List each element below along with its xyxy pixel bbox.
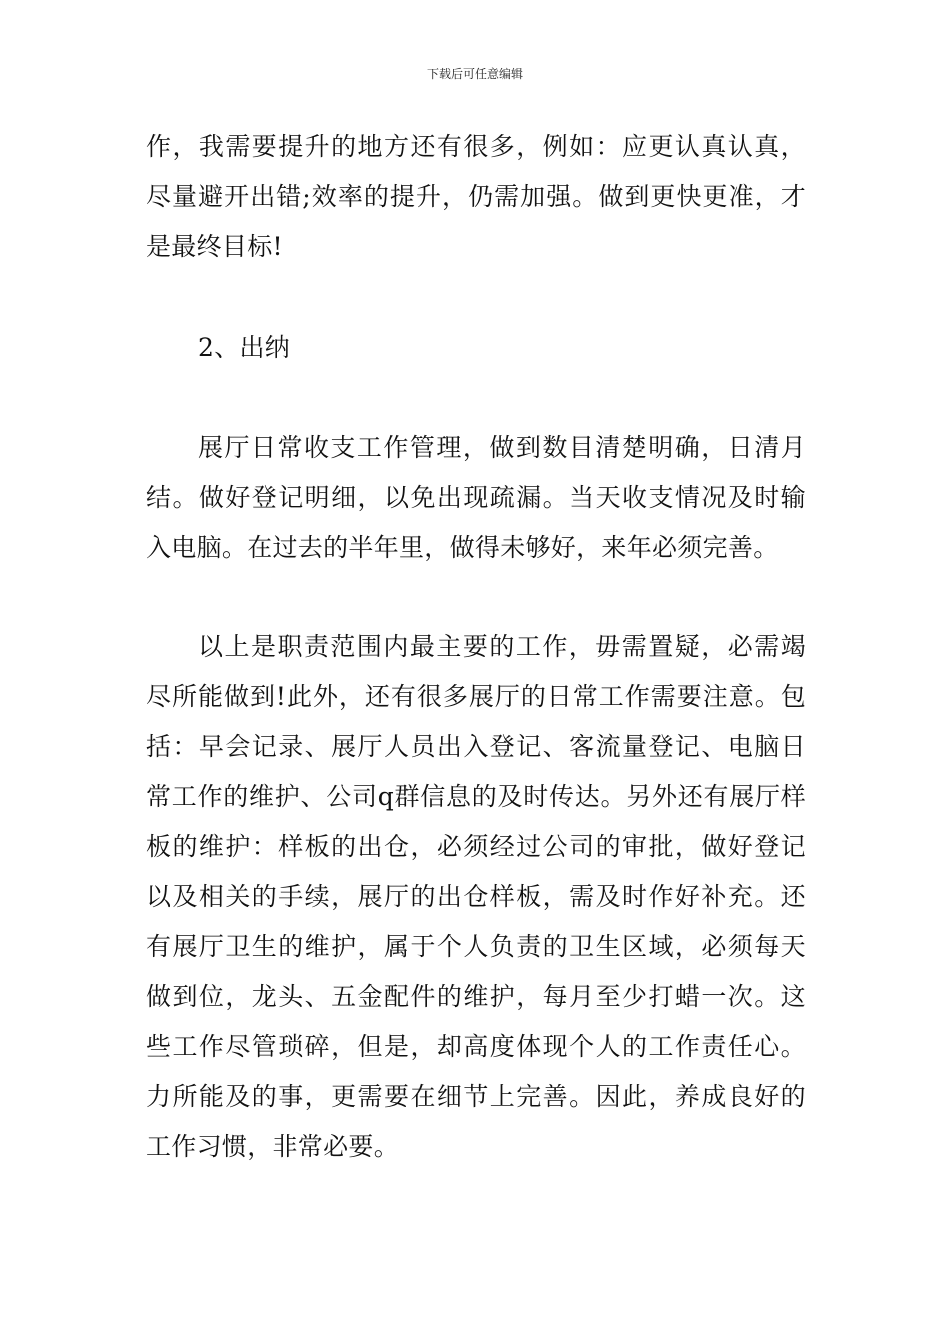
text-line: 括：早会记录、展厅人员出入登记、客流量登记、电脑日 (146, 732, 806, 761)
text-line: 作，我需要提升的地方还有很多，例如：应更认真认真， (146, 132, 806, 161)
text-line: 尽量避开出错;效率的提升，仍需加强。做到更快更准，才 (146, 182, 806, 211)
paragraph-cashier (146, 423, 806, 573)
text-line: 以及相关的手续，展厅的出仓样板，需及时作好补充。还 (146, 882, 806, 911)
page-header: 下载后可任意编辑 (426, 67, 523, 81)
text-line: 尽所能做到!此外，还有很多展厅的日常工作需要注意。包 (146, 682, 806, 711)
text-line: 工作习惯，非常必要。 (146, 1132, 400, 1161)
text-line: 力所能及的事，更需要在细节上完善。因此，养成良好的 (146, 1082, 806, 1111)
text-line: 些工作尽管琐碎，但是，却高度体现个人的工作责任心。 (146, 1032, 806, 1061)
text-line: 是最终目标! (146, 232, 283, 261)
text-line: 展厅日常收支工作管理，做到数目清楚明确，日清月 (198, 433, 806, 462)
paragraph-duties (146, 622, 806, 1172)
section-heading (146, 323, 806, 373)
text-line: 结。做好登记明细，以免出现疏漏。当天收支情况及时输 (146, 483, 806, 512)
text-line: 入电脑。在过去的半年里，做得未够好，来年必须完善。 (146, 533, 779, 562)
text-line: 板的维护：样板的出仓，必须经过公司的审批，做好登记 (146, 832, 806, 861)
text-line: 做到位，龙头、五金配件的维护，每月至少打蜡一次。这 (146, 982, 806, 1011)
text-line: 以上是职责范围内最主要的工作，毋需置疑，必需竭 (198, 632, 806, 661)
paragraph-continuation (146, 122, 806, 272)
text-line: 常工作的维护、公司q群信息的及时传达。另外还有展厅样 (146, 782, 806, 811)
section-heading-text: 2、出纳 (198, 333, 291, 362)
text-line: 有展厅卫生的维护，属于个人负责的卫生区域，必须每天 (146, 932, 806, 961)
